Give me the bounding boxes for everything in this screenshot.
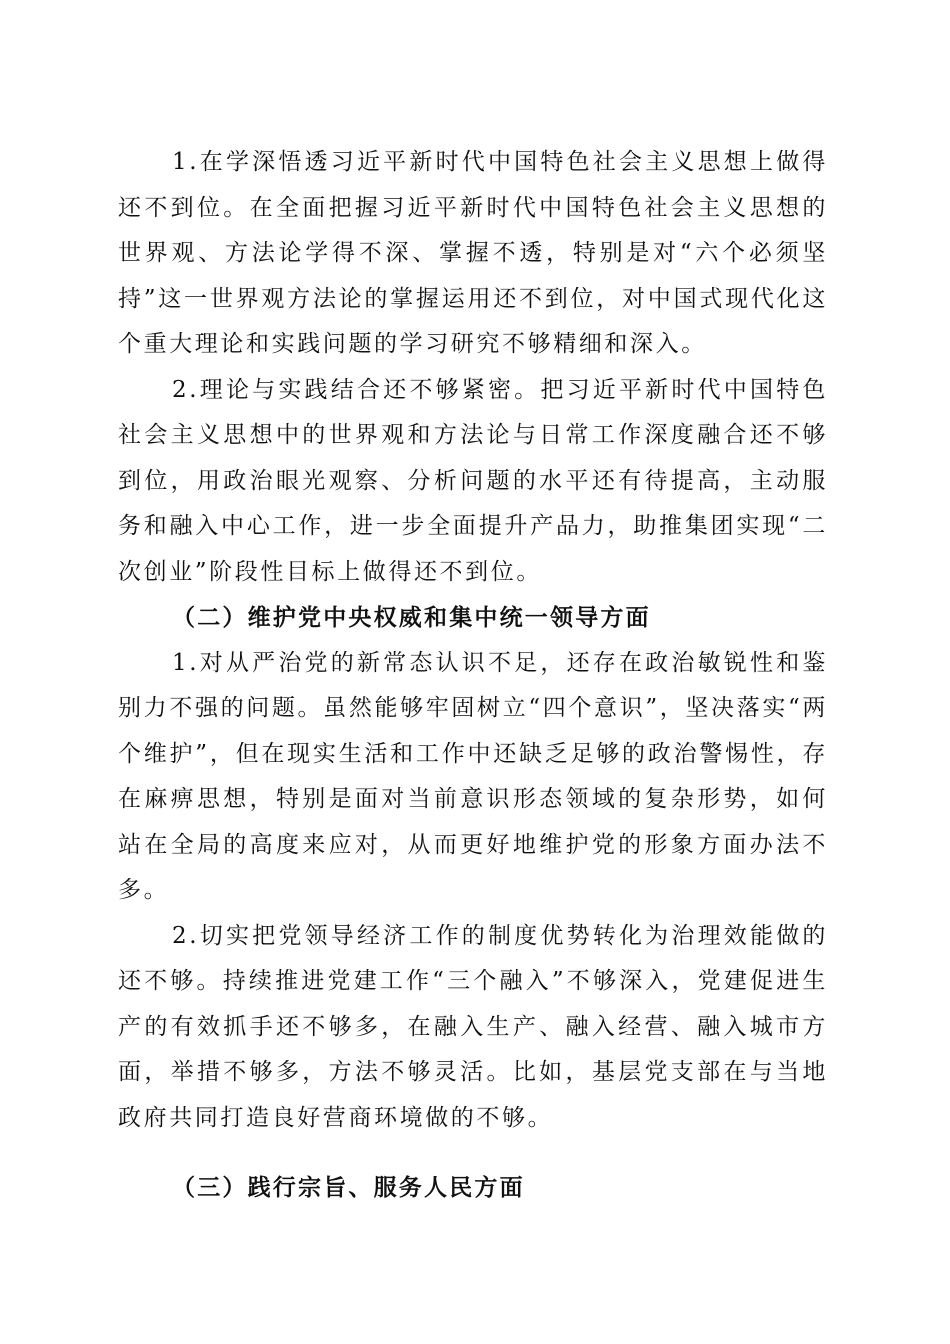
paragraph-strict-governance: 1.对从严治党的新常态认识不足，还存在政治敏锐性和鉴别力不强的问题。虽然能够牢固树立“四个意识”，坚决落实“两个维护”，但在现实生活和工作中还缺乏足够的政治警惕性，存在麻痹思想，特别是面对当前意识形态领域的复杂形势，如何站在全局的高度来应对，从而更好地维护党的形象方面办法不多。	[118, 649, 828, 903]
paragraph-theory-practice: 2.理论与实践结合还不够紧密。把习近平新时代中国特色社会主义思想中的世界观和方法论与日常工作深度融合还不够到位，用政治眼光观察、分析问题的水平还有待提高，主动服务和融入中心工作，进一步全面提升产品力，助推集团实现“二次创业”阶段性目标上做得还不到位。	[118, 376, 828, 585]
section-heading-party-authority: （二）维护党中央权威和集中统一领导方面	[172, 604, 651, 631]
paragraph-theory-study: 1.在学深悟透习近平新时代中国特色社会主义思想上做得还不到位。在全面把握习近平新时代中国特色社会主义思想的世界观、方法论学得不深、掌握不透，特别是对“六个必须坚持”这一世界观方法论的掌握运用还不到位，对中国式现代化这个重大理论和实践问题的学习研究不够精细和深入。	[118, 149, 828, 357]
document-body	[118, 140, 828, 1211]
section-heading-serve-people: （三）践行宗旨、服务人民方面	[172, 1174, 525, 1201]
paragraph-economic-leadership: 2.切实把党领导经济工作的制度优势转化为治理效能做的还不够。持续推进党建工作“三个融入”不够深入，党建促进生产的有效抓手还不够多，在融入生产、融入经营、融入城市方面，举措不够多，方法不够灵活。比如，基层党支部在与当地政府共同打造良好营商环境做的不够。	[118, 922, 828, 1131]
